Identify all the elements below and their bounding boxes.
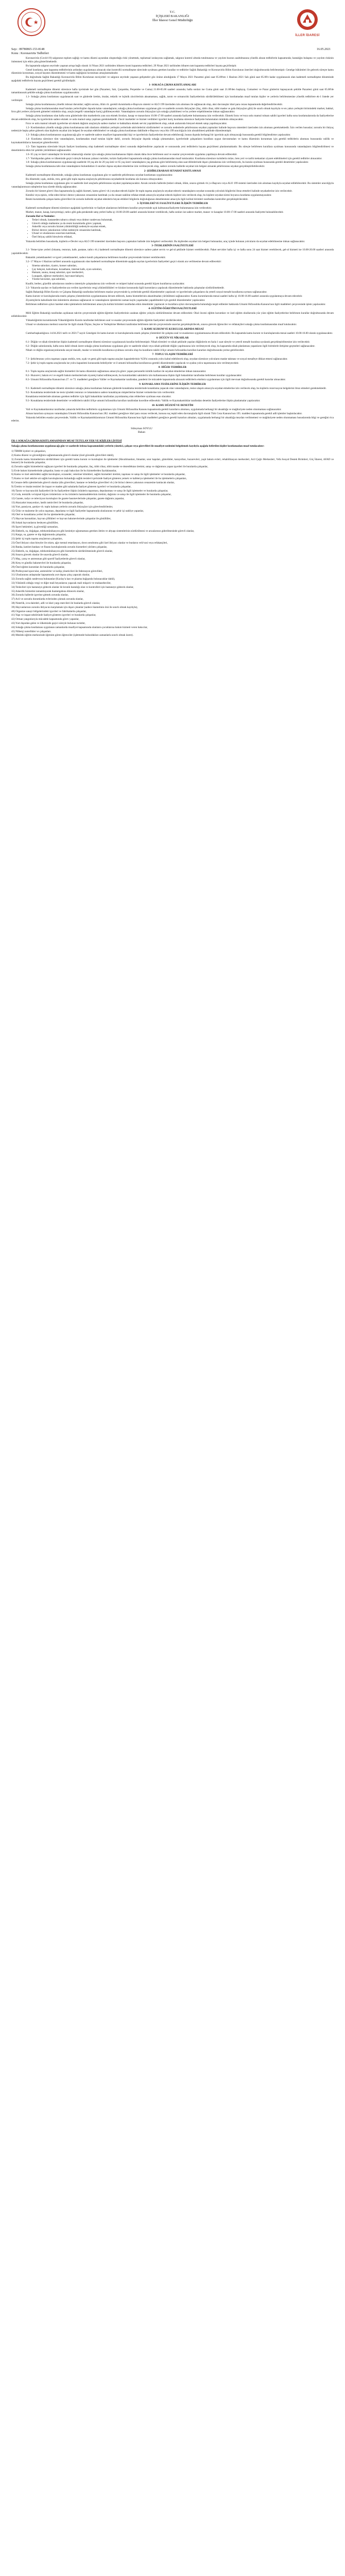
paragraph: 9.1- Kademeli normalleşme dönemi süresince sokağa çıkma kısıtlaması bulunan günlerde konaklama tesislerinde konaklama yapacak olan vatandaşların, tesise ulaşım amacıyla seyahat etmelerine izin verilecek olup, bu kişilerin rezervasyon belgelerini ibraz etmeleri gerekmektedir. xyxy=(26,387,326,391)
annex-item: 10) Tarım ve hayvancılık faaliyetleri ile bu faaliyetlere ilişkin ürünlerin taşınması, depolanması ve satışı ile ilgili işletmeler ve buralarda çalışanlar, xyxy=(11,489,168,493)
bullet-item: • Hamam, sauna, masaj salonları, spor merkezleri, xyxy=(32,271,334,275)
paragraph: Nikah ve düğün organizasyonlarında sosyal mesafe, maske ve temizlik kurallarına uyulması zorunlu olup bu kuralların takibi il/ilçe umumi hıfzıssıhha kurulları kararları doğrultusunda yerine getirilecektir. xyxy=(26,348,245,352)
signer-name: Süleyman SOYLU xyxy=(131,427,152,430)
annex-item: 1) TBMM üyeleri ve çalışanları, xyxy=(11,449,46,453)
header-line-1: T.C. xyxy=(169,10,176,14)
paragraph: 9.2- Konaklama tesislerinde ise tesis içindeki restoran ve lokantaların sadece konaklayan müşterilerine hizmet vermelerine izin verilecektir. xyxy=(26,391,175,395)
document-subject: Konu : Koronavirüs Tedbirleri xyxy=(11,52,49,55)
paragraph: 1.4- Kısıtlama süresince tüm vatandaşların, kısıtlamadan muaf tutulan kişiler dahil, zorunlu ihtiyaçlar dışında sokağa çıkmamaları; işyerlerinde çalışanların kurallara uygun davranmaları ve kamu düzeninin korunması için gerekli tedbirlerin alınması hususunda valilik ve kaymakamlıklarca hassasiyet gösterilecektir. xyxy=(11,138,334,144)
subheading: Zorunlu Hal ve Nedenler: xyxy=(26,214,56,218)
bullet-list xyxy=(32,218,334,239)
bullet-item: • Çay bahçesi, kahvehane, kıraathane, internet kafe, oyun salonları, xyxy=(32,268,334,272)
annex-item: 46) Mesleki eğitim merkezinde öğrenim gören öğrenciler (işletmede bulundukları zamanlarla sınırlı olmak üzere). xyxy=(11,634,133,637)
annex-item: 44) Sokağa çıkma kısıtlaması uygulanan zamanlarda muafiyet kapsamında olanların çocuklarına bakım hizmeti veren bakıcılar, xyxy=(11,625,148,629)
section-heading: 4- EĞİTİM-ÖĞRETİM FAALİYETLERİ xyxy=(148,307,197,311)
section-heading: 7- TOPLU ULAŞIM TEDBİRLERİ xyxy=(152,353,193,357)
paragraph: Genel kısıtlama, tam kapanma tedbirlerinin ardından uygulamaya alınacak olan kontrollü normalleşme sürecinde uyulması gereken kurallar ve tedbirler Sağlık Bakanlığı ve Koronavirüs Bilim Kurulunun önerileri doğrultusunda belirlenmiştir. Genelge hükümleri ile gelecek süreçte kamu düzeninin korunması, sosyal hayatın düzenlenmesi ve kamu sağlığının korunması amaçlanmaktadır. xyxy=(11,68,334,75)
iller-idaresi-logo xyxy=(284,8,331,41)
annex-item: 6) Kamu ve özel sektördeki sağlık kuruluşları, eczaneler, veteriner klinikleri, sağlık hizmetleri üretimi, taşıması ve satışı ile ilgili işletmeler ve buralarda çalışanlar, xyxy=(11,473,186,477)
paragraph: Cumhurbaşkanlığınca 14.04.2021 tarih ve 2021/7 sayılı Genelgesi ile kamu kurum ve kuruluşlarında esnek çalışma yöntemleri ile çalışma usul ve esaslarının uygulanmasına devam edilecektir. Bu kapsamda kamu kurum ve kuruluşlarında mesai saatleri 10.00-16.00 olarak uygulanacaktır. xyxy=(26,332,333,335)
paragraph: Resmi kurumlarda çalışan kamu görevlileri ile zorunlu hallerde seyahat edenlerin beyan ettikleri bilgilerin doğruluğunun denetlenmesi amacıyla ilgili kolluk birimleri tarafından kontroller gerçekleştirilecektir. xyxy=(26,197,249,201)
paragraph: 1.8- Sokağa çıkma kısıtlamasının uygulanacağı saatlerde 18 yaş altı ile 20 yaş üstü ve 65 yaş üzeri vatandaşların yaş grubuna göre belirlenmiş olan saat dilimlerinde dışarı çıkmalarına izin verilmeyecek, bu kurala uyulması hususunda gerekli denetimler yapılacaktır. xyxy=(26,161,309,164)
header-line-3: İller İdaresi Genel Müdürlüğü xyxy=(152,19,193,22)
annex-item: 37) Acil ve zorunlu durumlarda evlerinden çıkmak zorunda olanlar, xyxy=(11,598,83,601)
paragraph: Kademeli normalleşme dönemi süresince aşağıdaki işyerlerinin ve faaliyet alanlarının belirlenen kurallar çerçevesinde açık kalmasına/faaliyette bulunmasına izin verilecektir. xyxy=(26,206,212,210)
annex-item: 14) Yurt, pansiyon, şantiye vb. toplu kalınan yerlerin zorunlu ihtiyaçları için görevlendirilenler, xyxy=(11,505,113,509)
paragraph: Bu doğrultuda Sağlık Bakanlığı Koronavirüs Bilim Kurulunun tavsiyeleri ve salgının seyrinde yaşanan gelişmeler göz önüne alındığında 17 Mayıs 2021 Pazartesi günü saat 05.00'ten 1 Haziran 2021 Salı günü saat 05.00'e kadar uygulanacak olan kademeli normalleşme döneminde aşağıdaki tedbirlerin hayata geçirilmesi gerekli görülmüştür. xyxy=(11,76,334,82)
paragraph: 8.3- Umumi Hıfzıssıhha Kanunu'nun 27. ve 72. maddeleri gereğince Valiler ve Kaymakamlar tarafından, pandemi ile mücadele kapsamında alınacak tedbirlerin eksiksiz uygulanması için ilgili mevzuat doğrultusunda gerekli kararlar alınacaktır. xyxy=(26,378,286,382)
section-heading: 1- SOKAĞA ÇIKMA KISITLAMALARI xyxy=(149,83,196,87)
annex-item: 18) Sokak hayvanlarını besleyen gönüllüler, xyxy=(11,521,59,524)
paragraph: Kademeli normalleşme dönemi süresince hafta içerisinde her gün (Pazartesi, Salı, Çarşamba, Perşembe ve Cuma) 21.00-05.00 saatleri arasında; hafta sonları ise Cuma günü saat 21.00'den başlayıp, Cumartesi ve Pazar günlerini kapsayacak şekilde Pazartesi günü saat 05.00'de tamamlanacak şekilde sokağa çıkma kısıtlaması uygulanacaktır. xyxy=(11,88,334,95)
section-heading: 9- KONAKLAMA TESİSLERİNE İLİŞKİN TEDBİRLER xyxy=(139,382,206,386)
annex-item: 27) Maç, yarış ve antrenman gibi sportif faaliyetlerde görevli olanlar, xyxy=(11,557,85,561)
annex-item: 24) Banka, katılım bankası ve finans kuruluşlarında zorunlu hizmetleri yürüten çalışanlar, xyxy=(11,545,108,549)
bullet-list xyxy=(32,264,334,281)
section-heading: 8- DİĞER TEDBİRLER xyxy=(158,366,187,369)
bullet-item: • Tedavi olmak, hastaneden taburcu olmak veya doktor randevusu bulunmak, xyxy=(32,218,334,222)
bullet-item: • Yüzme havuzları, spa salonları, xyxy=(32,278,334,281)
paragraph: Belirlenen tedbirlere aykırı hareket eden işletmelerin belirlenmesi amacıyla kolluk birimleri tarafından etkin denetimler yapılacak ve kurallara aykırı davranışlarda bulunduğu tespit edilenler hakkında Umumi Hıfzıssıhha Kanunu'nun ilgili maddeleri çerçevesinde işlem yapılacaktır. xyxy=(26,302,326,306)
annex-title: EK-1 SOKAĞA ÇIKMA KISITLAMASINDAN MUAF TUTULAN YER VE KİŞİLER LİSTESİ xyxy=(11,439,122,443)
annex-item: 41) Yapı ve inşaat sektöründe faaliyet gösteren işyerleri ve buralarda çalışanlar, xyxy=(11,614,96,617)
paragraph: 9.3- Konaklama tesislerinde denetimler ve tedbirlerin takibi il/ilçe umumi hıfzıssıhha kurulları tarafından koordine edilecektir. Valilik ve Kaymakamlıklar tarafından denetim faaliyetlerine ilişkin planlamalar yapılacaktır. xyxy=(26,399,261,403)
annex-item: 19) İşyeri hekimleri, iş güvenliği uzmanları, xyxy=(11,525,59,529)
document-number: Sayı : 89780865-153-8148 xyxy=(11,48,45,51)
paragraph: Sokağa çıkma kısıtlamasına tabi olan vatandaşların bulundukları il sınırları dışına seyahat etmelerine izin verilmeyecek olup, sadece zorunlu hallerde seyahat izin belgesi alınarak şehirlerarası seyahat gerçekleştirilebilecektir. xyxy=(26,165,265,168)
section-heading: 3- İŞYERLERİ VE FAALİYETLERE İLİŞKİN TEDBİRLER xyxy=(137,202,208,206)
paragraph: Yükseköğretim kurumlarında Yükseköğretim Kurulu tarafından belirlenen usul ve esaslar çerçevesinde eğitim-öğretim faaliyetleri sürdürülecektir. xyxy=(26,319,183,323)
paragraph: Sokağa çıkma kısıtlamasından muaf tutulan yerler/kişiler dışında kalan vatandaşların; sokağa çıkma kısıtlaması uygulanan gün ve saatlerde zorunlu ihtiyaçları (ilaç, tıbbi cihaz, tıbbi maske ve gıda ihtiyaçları gibi) ile sınırlı olmak kaydıyla ve en yakın yerleşim birimindeki market, bakkal, fırın gibi yerlere yürüyerek gitmeleri mümkün olup, araçla (engelli vatandaşlar hariç) gidilmeyecektir. Vatandaşların zorunlu ihtiyaçları için sokağa çıkabilmesi ve bu yerlere erişebilmesine imkan sağlanacaktır. xyxy=(11,107,334,114)
annex-item: 29) Özel eğitim kurumları ile buralarda çalışanlar, xyxy=(11,565,65,569)
paragraph: Market, manav, kasap, kuruyemişçi, tatlıcı gibi gıda perakende satış yerleri hafta içi 10.00-20.00 saatleri arasında hizmet verebilecek, hafta sonları ise sadece market, manav ve kasaplar 10.00-17.00 saatleri arasında faaliyette bulunabilecektir. xyxy=(26,210,284,214)
annex-item: 35) Askerlik hizmetini tamamlayarak ikametgahına dönecek olanlar, xyxy=(11,589,84,593)
paragraph: Bakanlık yemekhaneleri ve işyeri yemekhaneleri, sadece kendi çalışanlarına belirlenen kurallar çerçevesinde hizmet verebilecektir. xyxy=(26,256,166,260)
document-body xyxy=(11,57,334,423)
annex-item: 25) Elektrik, su, doğalgaz, telekomünikasyon gibi hizmetlerin sürdürülmesinde görevli olanlar, xyxy=(11,549,113,553)
annex-item: 4) Zorunlu sağlık hizmetlerini sağlayan işyerleri ile buralarda çalışanlar, ilaç, tıbbi cihaz, tıbbi maske ve dezenfektan üretimi, satışı ve dağıtımını yapan işyerleri ile buralarda çalışanlar, xyxy=(11,465,209,468)
document-date: 16.05.2021 xyxy=(317,48,331,51)
annex-list xyxy=(11,450,334,637)
paragraph: 1.3- Sokağa çıkma kısıtlamasının uygulanacağı gün ve saatlerde sadece muafiyet kapsamındaki kişi ve işyerlerinin faaliyetlerine devam edebileceği, bunun dışında herhangi bir işyerinin açık olmayacağı hususunda gerekli bilgilendirme yapılacaktır. xyxy=(26,133,291,137)
paragraph: Bu kapsamda salgının seyrinde yaşanan artışa bağlı olarak 14 Nisan 2021 tarihinden itibaren kısmi kapanma tedbirleri; 29 Nisan 2021 tarihinden itibaren tam kapanma tedbirleri hayata geçirilmiştir. xyxy=(26,64,237,67)
paragraph: 1.5- Tam kapanma sürecinde birçok faaliyet kısıtlanmış olup kademeli normalleşme süreci sonunda değerlendirme yapılacak ve sonrasında yeni tedbirlerin hayata geçirilmesi planlanmaktadır. Bu süreçte belirlenen kurallara uyulması konusunda vatandaşların bilgilendirilmesi ve denetimlerin etkin bir şekilde yürütülmesi sağlanacaktır. xyxy=(11,145,334,152)
annex-item: 9) Üretim ve imalat tesisleri ile inşaat ve maden gibi sahalarda faaliyet gösteren işyerleri ve buralarda çalışanlar, xyxy=(11,485,131,488)
paragraph: 6.2- Düğün salonlarında, hafta sonu dahil olmak üzere sokağa çıkma kısıtlaması uygulanan gün ve saatlerde nikah veya nikah şeklinde düğün yapılmasına izin verilmeyecek olup, bu kapsamda nikah planlaması yapanların ilgili birimlerle iletişime geçmeleri sağlanacaktır. xyxy=(26,344,315,348)
paragraph: Sokağa çıkma kısıtlamasına yönelik istisnai durumlar; sağlık sorunu, ölüm vb. gerekli durumlarda e-Başvuru sistemi ve ALO 199 üzerinden izin alınması ile sağlanacak olup, aksi davranışlar idari para cezası kapsamında değerlendirilecektir. xyxy=(26,103,283,106)
bullet-item: • Özel ihtiyaç sahibi bireylerin refakati, xyxy=(32,235,334,239)
paragraph: 1.7- Yurtdışından gelen ve ülkemizde geçici süreyle bulunan yabancı turistler, turizm faaliyetleri kapsamında sokağa çıkma kısıtlamasından muaf tutulacaktır. Kısıtlama süresince turistlerin müze, ören yeri ve tarihi mekanları ziyaret edebilmeleri için gerekli tedbirler alınacaktır. xyxy=(26,157,322,160)
logo-label: İLLER İDARESİ xyxy=(295,34,320,37)
paragraph: Zorunlu bir hizmet görevi ifası kapsamında (iş sağlık hizmeti, kamu görevi vb.) seyahat edecek kişiler ile toplu taşıma araçlarıyla seyahat edecek vatandaşların seyahat sırasında yolculuk bilgilerini ibraz etmeleri halinde seyahatlerine izin verilecektir. xyxy=(26,189,292,193)
header-line-2: İÇİŞLERİ BAKANLIĞI xyxy=(156,14,189,18)
document-page xyxy=(0,0,345,648)
annex-item: 39) Hayvanlarının zorunlu ihtiyacını karşılamak için dışarı çıkanlar (sadece ikametinin önü ile sınırlı olmak kaydıyla), xyxy=(11,605,138,609)
annex-item: 17) Hayvan barınakları, hayvan çiftlikleri ve hayvan bakımevlerinde çalışanlar ile gönüllüler, xyxy=(11,517,111,521)
annex-item: 11) Gıda, temizlik ve kişisel hijyen ürünlerinin ve bu ürünlerin hammaddelerinin üretimi, dağıtımı ve satışı ile ilgili işletmeler ile buralarda çalışanlar, xyxy=(11,493,171,497)
annex-item: 34) Tedavileri için hastaneye gidecek olanlar ile kronik hastalığı olan ve kontrolleri için hastaneye gidecek olanlar, xyxy=(11,585,134,589)
annex-item: 28) Kreş ve gündüz bakımevleri ile buralarda çalışanlar, xyxy=(11,561,72,565)
annex-item: 33) Yükümlü olduğu vergi ve diğer mali beyanlarını yapacak mali müşavir ve muhasebeciler, xyxy=(11,581,111,585)
paragraph: Kamu kurum ve kuruluşlarında esnek çalışma yöntemlerinin uygulanmasına devam edilecek, kamu hizmetlerinin aksatılmadan yürütülmesi sağlanacaktır. Kamu kurumlarında mesai saatleri hafta içi 10.00-16.00 saatleri arasında uygulanmaya devam edecektir. xyxy=(26,294,303,298)
annex-item: 26) Sınava girecek olanlar ile sınavda görevli olanlar, xyxy=(11,553,68,557)
annex-item: 5) Evde bakım hizmetlerinde çalışanlar, hasta ve yaşlı bakıcıları ile bu hizmetlerden faydalananlar, xyxy=(11,469,117,472)
paragraph: Kendisi veya eşinin, vefat eden birinci derece yakınının cenazesine katılmak ya da cenaze nakline refakat etmek amacıyla seyahat edecek kişilere izin verilecek olup, bu kişilere seyahat süresi boyunca kısıtlama uygulanmayacaktır. xyxy=(26,193,272,197)
annex-item: 43) Yurt dışından gelen ve ülkemizde geçici süreyle bulunan turistler, xyxy=(11,621,85,625)
annex-item: 32) Zorunlu sağlık randevusu bulunanlar (Kızılay'a kan ve plazma bağışında bulunacaklar dahil), xyxy=(11,578,115,581)
annex-intro: Sokağa çıkma kısıtlamasının uygulanacağı gün ve saatlerde istisna kapsamındaki yerlerin yönetici, çalışan veya görevlileri ile muafiyet nedenini belgelemek kaydıyla aşağıda belirtilen kişiler kısıtlamadan muaf tutulacaktır: xyxy=(11,445,265,448)
paragraph: Kademeli normalleşme döneminde, sokağa çıkma kısıtlaması uygulanan gün ve saatlerde şehirlerarası seyahat kısıtlaması uygulanacaktır. xyxy=(26,174,173,177)
annex-item: 7) Kamu ve özel sektöre ait sağlık kuruluşlarının bulunduğu sağlık tesisleri içerisinde faaliyet gösteren yemek ve kafeterya işletmeleri ile bu işletmelerin çalışanları, xyxy=(11,477,187,481)
paragraph: Sağlık Bakanlığı Bilim Kurulu ve Çalışma Bakanlığı tarafından belirlenen esaslar çerçevesinde iş yerlerinde gerekli düzenlemeler yapılacak ve işyerlerinde çalışanların da yeterli sosyal mesafe kurallarına uyması sağlanacaktır. xyxy=(26,290,267,294)
paragraph: Ziyaretçilerin kabulünde tüm önlemlerin alınması sağlanacak ve vatandaşların işlemlerini zaman kaybı yaşamadan yapabilmeleri için gerekli düzenlemeler yapılacaktır. xyxy=(26,298,205,302)
paragraph: Vali ve Kaymakamlarımız tarafından yukarıda belirtilen tedbirlerin uygulanması için Umumi Hıfzıssıhha Kanunu kapsamında gerekli kararların alınması, uygulamada herhangi bir aksaklığa ve mağduriyete neden olunmaması sağlanacaktır. xyxy=(26,408,282,411)
annex-item: 45) Nöbetçi noterlikler ve çalışanları. xyxy=(11,630,51,633)
paragraph: Kuaför, berber, güzellik salonlarının randevu sistemiyle çalışmalarına izin verilecek ve müşteri kabul sırasında gerekli hijyen kurallarına uyulacaktır. xyxy=(26,282,185,285)
bullet-item: • Birinci derece yakınlarının vefatı nedeniyle cenazesine katılmak, xyxy=(32,229,334,232)
paragraph: Yukarıda belirtilen esaslar çerçevesinde, Valilik ve Kaymakamlıklarımızın Umumi Hıfzıssıhha Kanunu'nun ilgili maddeleri gereğince gerekli kararları almaları, uygulamada herhangi bir aksaklığa meydan verilmemesi ve mağduriyete neden olunmaması hususlarında bilgi ve gereğini rica ederim. xyxy=(11,416,334,423)
paragraph: 1.2- Kısıtlamalara yönelik sokağa çıkma kısıtlamasına tabi olanların oldukları yerleşim yerlerinde aktivitelerini sürdürmeleri ve zorunlu nedenlerle şehirlerarası seyahat yapmaları halinde başvuru sistemleri üzerinden izin alınması gerekmektedir. İzin verilen hususlar; zorunlu bir ihtiyaç nedeniyle başka şehre gidecek olan kişilerin seyahat izin belgesi ile seyahat edebilmeleri ve sokağa çıkma kısıtlaması dahilinde e-Başvuru veya Alo 199 aracılığıyla izin alınabilmesi şeklinde düzenlenmiştir. xyxy=(11,126,334,133)
paragraph: 3.2- 17 Mayıs-1 Haziran tarihleri arasında uygulanacak olan kademeli normalleşme döneminde aşağıda sayılan işyerlerinin faaliyetleri geçici olarak ara verilmesine devam edilecektir: xyxy=(26,260,222,264)
paragraph: 3.3- Yukarıda sayılan ve faaliyetlerine ara verilen işyerlerinin vergi yükümlülükleri ve kiraları konusunda ilgili kurumlarca yapılacak düzenlemeler hakkında çalışmalar sürdürülmektedir. xyxy=(26,286,225,290)
annex-item: 21) Kargo, su, gazete ve tüp dağıtımında çalışanlar, xyxy=(11,533,66,537)
bullet-item: • Sinema salonları, tiyatro, konser salonları, xyxy=(32,264,334,268)
annex-item: 15) Ürün ve malzeme ile yolcu taşıması, depolama ve ilgili faaliyetler kapsamında uluslararası ve şehir içi nakliye yapanlar, xyxy=(11,509,144,513)
signature-block xyxy=(11,427,334,434)
annex-item: 8) Cenaze defin işlemlerinde görevli olanlar (din görevlileri, hastane ve belediye görevlileri vb.) ile birinci derece yakınının cenazesine katılacak olanlar, xyxy=(11,481,175,485)
document-meta xyxy=(11,47,334,57)
annex-item: 30) Profesyonel sporcular, antrenörler ve kulüp yöneticileri ile federasyon görevlileri, xyxy=(11,569,103,573)
iller-idaresi-emblem-icon xyxy=(296,8,319,31)
annex-item: 40) Organize sanayi bölgelerindeki işyerleri ve fabrikalarda çalışanlar, xyxy=(11,609,87,613)
annex-item: 3) Zorunlu kamu hizmetlerinin sürdürülmesi için gerekli kamu kurum ve kuruluşları ile işletmeler (Havalimanları, limanlar, sınır kapıları, gümrükler, karayolları, huzurevleri, yaşlı bakım evleri, rehabilitasyon merkezleri, Acil Çağrı Merkezleri, Vefa Sosyal Destek Birimleri, Göç İdaresi, AFAD ve benzeri) ile buralarda çalışanlar, xyxy=(11,457,334,465)
annex-item: 2) Kamu düzeni ve güvenliğinin sağlanmasında görevli olanlar (özel güvenlik görevlileri dahil), xyxy=(11,453,114,457)
paragraph: 6.1- Düğün ve nikah törenlerine ilişkin kademeli normalleşme dönemi süresince uygulanacak kurallar belirlenmiştir. Nikah törenleri ve nikah şeklinde yapılan düğünlerin en fazla 1 saat süreyle ve yeterli mesafe kuralına uyularak gerçekleştirilmesine izin verilecektir. xyxy=(26,340,310,344)
paragraph: Sokağa çıkma kısıtlaması olan hafta sonu günlerinde tüm marketlerin yanı sıra ekmek fırınları, kasap ve manavların 10.00-17.00 saatleri arasında faaliyette bulunmasına izin verilecektir. Ekmek fırını ve/veya unlu mamul ruhsatı sahibi işyerleri hafta sonu kısıtlamalarında da faaliyetlerine devam edebilecek olup, bu işyerlerinin sadece ekmek ve unlu mamul satışı yapması gerekmektedir. Zincir marketler ve hizmet verdikleri işyerleri hariç kısıtlama süresince faaliyette bulunmaları mümkün olmayacaktır. xyxy=(11,114,334,121)
paragraph: Yukarıda belirtilen hususlarda, kişilerin e-Devlet veya ALO 199 sistemleri üzerinden başvuru yapmaları halinde izin belgeleri verilecektir. Bu kişilerden seyahat izin belgesi bulunanlar, araç içinde bulunan yolcuların da seyahat edebilmesine imkan sağlanacaktır. xyxy=(26,240,305,243)
paragraph: 1.1- Sokağa çıkma kısıtlaması uygulanacak saat ve günlerde üretim, imalat, tedarik ve lojistik zincirlerinin aksamaması, sağlık, tarım ve ormancılık faaliyetlerinin sürdürülebilmesi için kısıtlamadan muaf tutulan kişiler ve yerlerin belirlenmesine yönelik tedbirlere ek-1 listede yer verilmiştir. xyxy=(11,95,334,102)
annex-item: 38) Noterlik, icra daireleri, adli ve idari yargı mercileri ile bunlarda görevli olanlar, xyxy=(11,601,100,605)
annex-item: 31) Uluslararası anlaşmalar kapsamında yurt dışına çıkış yapacak olanlar, xyxy=(11,573,90,577)
paragraph: 1.6- 65 yaş ve üzeri vatandaşlar ile kronik rahatsızlığı olanlar için sokağa çıkma kısıtlamasına ilişkin olarak daha önce belirlenen usul ve esaslar çerçevesinde uygulama yapılmaya devam edilecektir. xyxy=(26,152,237,156)
signer-title: Bakan xyxy=(137,430,146,434)
bullet-item: • Görevli olduğu mahkeme ya da resmi kurumlarda görev yapmak, xyxy=(32,222,334,226)
annex-item: 13) Akaryakıt istasyonları, lastik tamircileri ile buralarda çalışanlar, xyxy=(11,501,84,505)
letterhead xyxy=(11,7,334,44)
paragraph: Fırın ve unlu mamul ruhsatlı işyerlerine ait ekmek dağıtım araçlarıyla sadece market ve bakkallara ekmek servisi yapılabilecek olup, sokak aralarında bireysel ekmek satışı yapılmayacaktır. xyxy=(26,122,228,125)
annex-item: 12) Gazete, radyo ve televizyon kuruluşları ile gazete basımevlerinde çalışanlar, gazete dağıtımı yapanlar, xyxy=(11,497,125,501)
paragraph: Sokağa çıkma kısıtlaması uygulanan gün ve saatlerde özel araçlarla şehirlerarası seyahat yapılamayacaktır. Ancak zorunlu hallerde (tedavi olmak, ölüm, sınava girmek vb.) e-Başvuru veya ALO 199 sistemi üzerinden izin alınması kaydıyla seyahat edilebilecektir. Bu sistemler aracılığıyla vatandaşlarımızın taleplerine kısa sürede dönüş sağlanacaktır. xyxy=(11,182,334,189)
paragraph: 8.2- Huzurevi, bakım evi ve engelli bakım merkezlerinde ziyaretçi kabul edilmeyecek, bu kurumlardaki sakinlerin izin kullanmasına ilişkin ilgili bakanlıklar tarafından belirlenen kurallar uygulanacaktır. xyxy=(26,374,243,378)
bullet-item: • Lunapark, eğlence merkezleri, hayvanat bahçesi, xyxy=(32,275,334,278)
section-heading: 5- KAMU KURUM VE KURULUŞLARINDA MESAİ xyxy=(141,327,204,331)
section-heading: 6- DÜĞÜN VE NİKAHLAR xyxy=(156,336,189,340)
annex-item: 23) Özel ihtiyacı olan bireyler ile otizm, ağır mental retardasyon, down sendromu gibi özel ihtiyacı olanlar ve bunların veli/vasi veya refakatçileri, xyxy=(11,541,168,545)
paragraph: 3.1- Yeme-içme yerleri (lokanta, restoran, kafe, pastane, tatlıcı vb.) kademeli normalleşme dönemi süresince sadece paket servis ve gel-al şeklinde hizmet verebilecektir. Paket servisler hafta içi ve hafta sonu 24 saat hizmet verebilecek, gel-al hizmeti ise 10.00-20.00 saatleri arasında yapılabilecektir. xyxy=(11,248,334,256)
section-heading: 3- İYERLERİNİN FAALİYETLERİ xyxy=(151,244,194,248)
annex-item: 36) Zorunlu hallerde işyerine gitmek zorunda olanlar, xyxy=(11,594,69,597)
annex-1 xyxy=(11,439,334,637)
paragraph: 7.1- Şehirlerarası yolcu taşıması yapan otobüs, tren, uçak ve gemi gibi toplu taşıma araçları kapasitelerinin %50'si oranında yolcu kabul edebilecek olup, seyahat süresince yolcuların maske takması ve sosyal mesafeye dikkat etmesi sağlanacaktır. xyxy=(26,357,288,361)
paragraph: 7.2- Şehir içi toplu taşıma araçlarında ise yolcu kapasitesi konusunda belediyeler ve il umumi hıfzıssıhha kurullarınca gerekli düzenlemeler yapılacak ve ayakta yolcu taşınmasına izin verilmeyecektir. xyxy=(26,361,239,365)
paragraph: Konaklama tesislerinde alınması gereken tedbirler için ilgili bakanlıklar tarafından yayımlanmış olan rehberlere uyulması esas olacaktır. xyxy=(26,395,171,399)
section-heading: 2- ŞEHİRLERARASI SEYAHAT KISITLAMASI xyxy=(144,170,201,173)
bullet-item: • Askerlik veya zorunlu hizmet yükümlülüğü nedeniyle seyahat etmek, xyxy=(32,225,334,229)
paragraph: Ulusal ve uluslararası merkezi sınavlar ile ilgili olarak Ölçme, Seçme ve Yerleştirme Merkezi tarafından belirlenen takvim çerçevesinde sınavlar gerçekleştirilecek, sınava girecek öğrenciler ve refakatçileri sokağa çıkma kısıtlamasından muaf tutulacaktır. xyxy=(26,323,297,327)
annex-item: 16) Otel ve konaklama yerleri ile bu işletmelerde çalışanlar, xyxy=(11,513,76,517)
paragraph: Bu dönemde; uçak, otobüs, tren, gemi gibi toplu taşıma araçlarıyla şehirlerarası seyahatlerde kısıtlama söz konusu olmayacaktır. xyxy=(26,178,163,181)
paragraph: Koronavirüs (Covid-19) salgınının toplum sağlığı ve kamu düzeni açısından oluşturduğu riski yönetmek, toplumsal izolasyonu sağlamak, salgının kontrol altında tutulmasına ve yayılım hızının azaltılmasına yönelik alınan tedbirlerin kapsamında; hastalığın bulaşma ve yayılım riskinin önlenmesi için etkin çaba gösterilmektedir. xyxy=(11,57,334,63)
ministry-seal-icon xyxy=(16,7,46,37)
annex-item: 22) Şehir içi toplu taşıma araçlarının çalışanları, xyxy=(11,537,63,541)
bullet-item: • Ulusal ve uluslararası sınavlara katılmak, xyxy=(32,232,334,235)
annex-item: 20) Elektrik, su, doğalgaz, telekomünikasyon gibi kesintiye uğramaması gereken iletim ve altyapı sistemlerinin sürdürülmesi ve arızalarının giderilmesinde görevli olanlar, xyxy=(11,529,195,533)
paragraph: 8.1- Toplu taşıma araçlarında sağlık hizmetleri ile kamu düzeninin sağlanması amacıyla görev yapan personelin kimlik kartları ile seyahat etmelerine imkan tanınacaktır. xyxy=(26,370,206,374)
paragraph: Alınan kararlara uymayan vatandaşlara Umumi Hıfzıssıhha Kanunu'nun 282. maddesi gereğince idari para cezası verilecek, konusu suç teşkil eden davranışlarla ilgili olarak Türk Ceza Kanunu'nun 195. maddesi kapsamında gerekli adli işlemler başlatılacaktır. xyxy=(26,412,303,415)
annex-item: 42) Orman yangınlarıyla mücadele kapsamında görev yapanlar, xyxy=(11,618,79,621)
paragraph: Milli Eğitim Bakanlığı tarafından açıklanan takvim çerçevesinde eğitim-öğretim faaliyetlerinin uzaktan eğitim yoluyla sürdürülmesine devam edilecektir. Okul öncesi eğitim kurumları ve özel eğitim okullarında yüz yüze eğitim faaliyetlerine belirlenen kurallar doğrultusunda devam edilebilecektir. xyxy=(11,311,334,318)
section-heading: 10- KAMU DÜZENİ VE DENETİM xyxy=(151,403,194,407)
